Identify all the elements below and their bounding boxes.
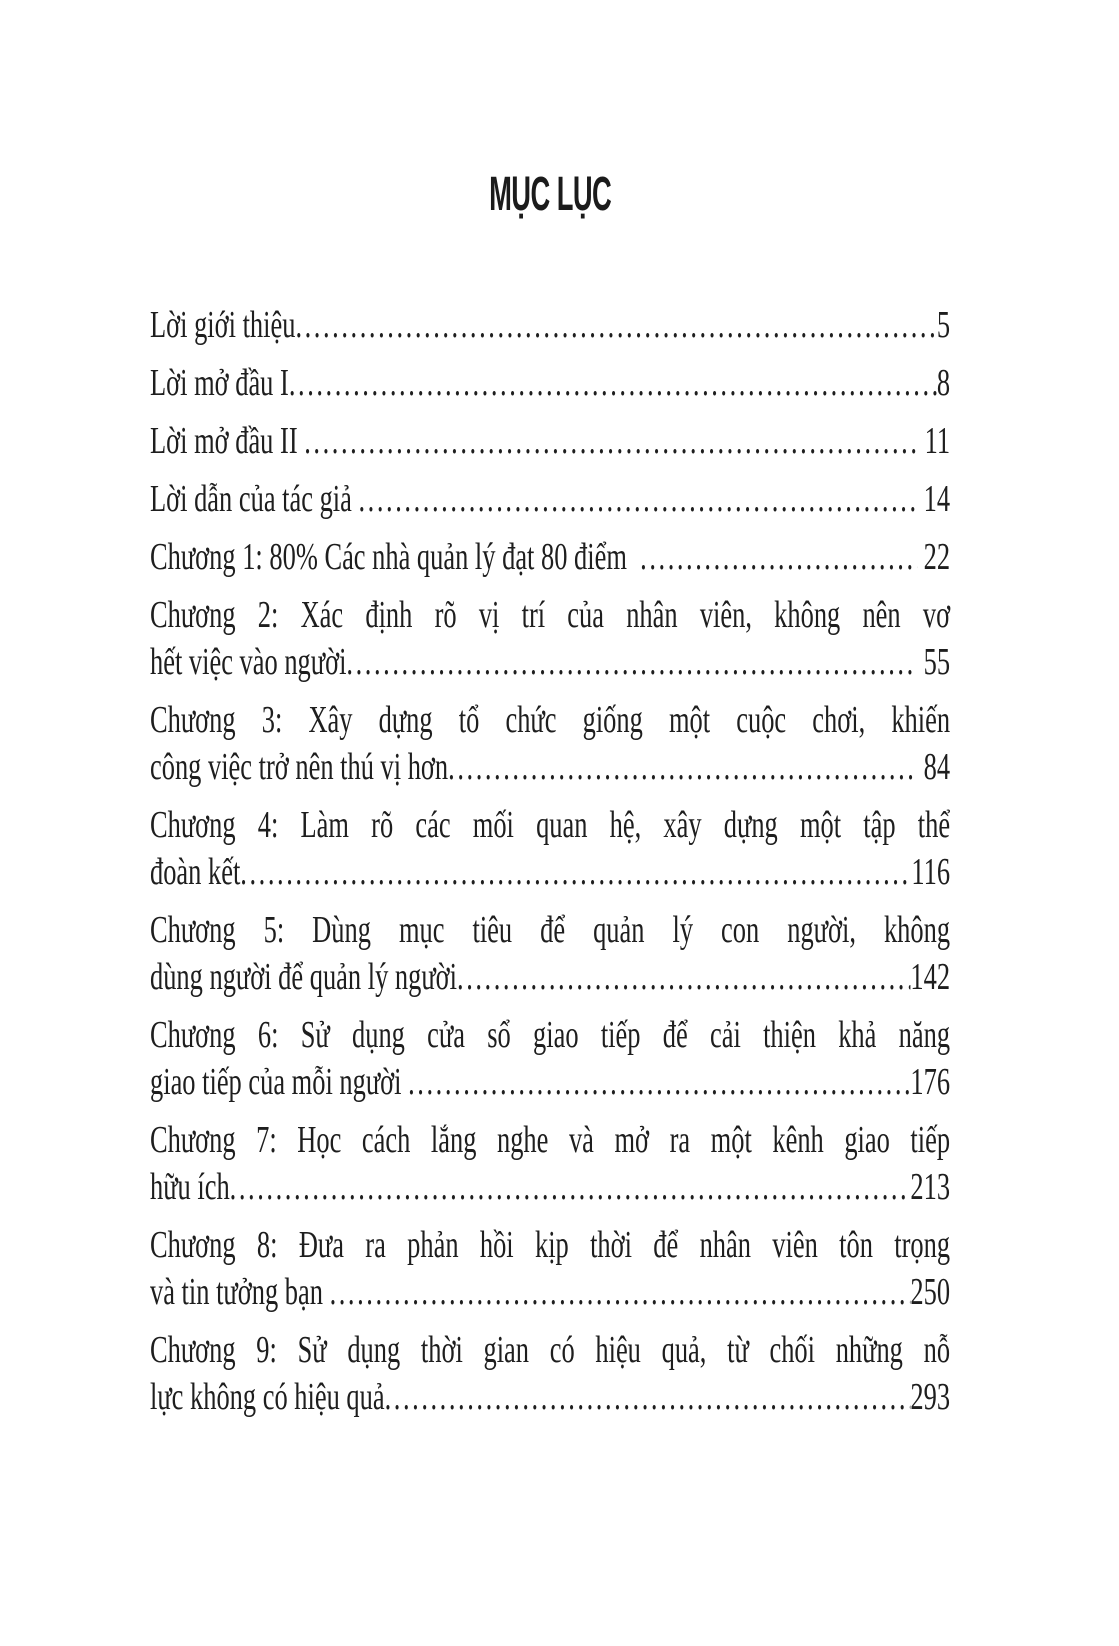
page-number: 84 bbox=[917, 746, 951, 788]
toc-entry-leader-line bbox=[150, 1374, 950, 1421]
toc-entry-leader-line bbox=[150, 418, 950, 465]
toc-entry-wrapped-line: Chương 4: Làm rõ các mối quan hệ, xây dựng một tập thể bbox=[150, 804, 951, 846]
toc-entry-wrapped-line: Chương 6: Sử dụng cửa sổ giao tiếp để cải thiện khả năng bbox=[150, 1014, 951, 1056]
page-number: 55 bbox=[917, 641, 951, 683]
toc-entry bbox=[150, 476, 950, 523]
toc-entry bbox=[150, 302, 950, 349]
toc-entry-wrapped-line: Chương 7: Học cách lắng nghe và mở ra một kênh giao tiếp bbox=[150, 1119, 951, 1161]
dot-leader bbox=[240, 849, 911, 896]
toc-entry-wrapped-line: Chương 9: Sử dụng thời gian có hiệu quả, từ chối những nỗ bbox=[150, 1329, 951, 1371]
toc-entry-wrapped-line: Chương 3: Xây dựng tổ chức giống một cuộc chơi, khiến bbox=[150, 699, 951, 741]
toc-entry bbox=[150, 802, 950, 896]
page-number: 176 bbox=[910, 1061, 951, 1103]
toc-entry-text: dùng người để quản lý người bbox=[150, 956, 458, 998]
page-number: 213 bbox=[910, 1166, 951, 1208]
dot-leader bbox=[346, 639, 917, 686]
page-number: 11 bbox=[917, 420, 951, 462]
toc-entry-text: Lời mở đầu I bbox=[150, 362, 289, 404]
toc-entry-leader-line bbox=[150, 1059, 950, 1106]
dot-leader bbox=[330, 1269, 911, 1316]
toc-entry-leader-line bbox=[150, 639, 950, 686]
page-number: 8 bbox=[936, 362, 951, 404]
dot-leader bbox=[304, 418, 918, 465]
toc-entry-text: giao tiếp của mỗi người bbox=[150, 1061, 409, 1103]
toc-entry-text: Lời dẫn của tác giả bbox=[150, 478, 359, 520]
toc-entry-leader-line bbox=[150, 534, 950, 581]
toc-entry-text: đoàn kết bbox=[150, 851, 241, 893]
toc-entry bbox=[150, 592, 950, 686]
page-number: 116 bbox=[911, 851, 951, 893]
page-number: 250 bbox=[910, 1271, 951, 1313]
toc-entry-wrapped-line: Chương 5: Dùng mục tiêu để quản lý con người, không bbox=[150, 909, 951, 951]
toc-entry-wrapped-line: Chương 2: Xác định rõ vị trí của nhân viên, không nên vơ bbox=[150, 594, 951, 636]
toc-entry-text: hết việc vào người bbox=[150, 641, 347, 683]
toc-entry-leader-line bbox=[150, 954, 950, 1001]
toc-entry bbox=[150, 1012, 950, 1106]
toc-entry-leader-line bbox=[150, 360, 950, 407]
toc-entry-text: và tin tưởng bạn bbox=[150, 1271, 330, 1313]
dot-leader bbox=[408, 1059, 910, 1106]
toc-entry-leader-line bbox=[150, 476, 950, 523]
toc-entry-text: lực không có hiệu quả bbox=[150, 1376, 385, 1418]
page-number: 14 bbox=[917, 478, 951, 520]
toc-entry-wrapped-line: Chương 8: Đưa ra phản hồi kịp thời để nhân viên tôn trọng bbox=[150, 1224, 951, 1266]
toc-entry-text: Lời giới thiệu bbox=[150, 304, 296, 346]
page-number: 5 bbox=[936, 304, 951, 346]
toc-entry-text: Chương 1: 80% Các nhà quản lý đạt 80 điểm bbox=[150, 536, 641, 578]
toc-entry bbox=[150, 1222, 950, 1316]
dot-leader bbox=[295, 302, 936, 349]
toc-entry-leader-line bbox=[150, 849, 950, 896]
dot-leader bbox=[289, 360, 937, 407]
page-title bbox=[150, 168, 950, 221]
toc-entry bbox=[150, 360, 950, 407]
dot-leader bbox=[457, 954, 910, 1001]
dot-leader bbox=[230, 1164, 911, 1211]
toc-entry bbox=[150, 534, 950, 581]
dot-leader bbox=[385, 1374, 911, 1421]
toc-entry-text: hữu ích bbox=[150, 1166, 230, 1208]
toc-entry-leader-line bbox=[150, 1164, 950, 1211]
toc-entry-text: Lời mở đầu II bbox=[150, 420, 305, 462]
page-number: 142 bbox=[910, 956, 951, 998]
dot-leader bbox=[640, 534, 917, 581]
toc-entry-text: công việc trở nên thú vị hơn bbox=[150, 746, 449, 788]
toc-entry-leader-line bbox=[150, 1269, 950, 1316]
toc-entry bbox=[150, 418, 950, 465]
toc-entry bbox=[150, 1117, 950, 1211]
page-title-text: MỤC LỤC bbox=[488, 168, 612, 221]
dot-leader bbox=[358, 476, 917, 523]
toc-entry-leader-line bbox=[150, 744, 950, 791]
page-number: 22 bbox=[917, 536, 951, 578]
toc-entry bbox=[150, 697, 950, 791]
toc-entry bbox=[150, 907, 950, 1001]
dot-leader bbox=[448, 744, 917, 791]
toc-entry bbox=[150, 1327, 950, 1421]
toc-list bbox=[150, 302, 950, 1421]
toc-entry-leader-line bbox=[150, 302, 950, 349]
page-number: 293 bbox=[910, 1376, 951, 1418]
